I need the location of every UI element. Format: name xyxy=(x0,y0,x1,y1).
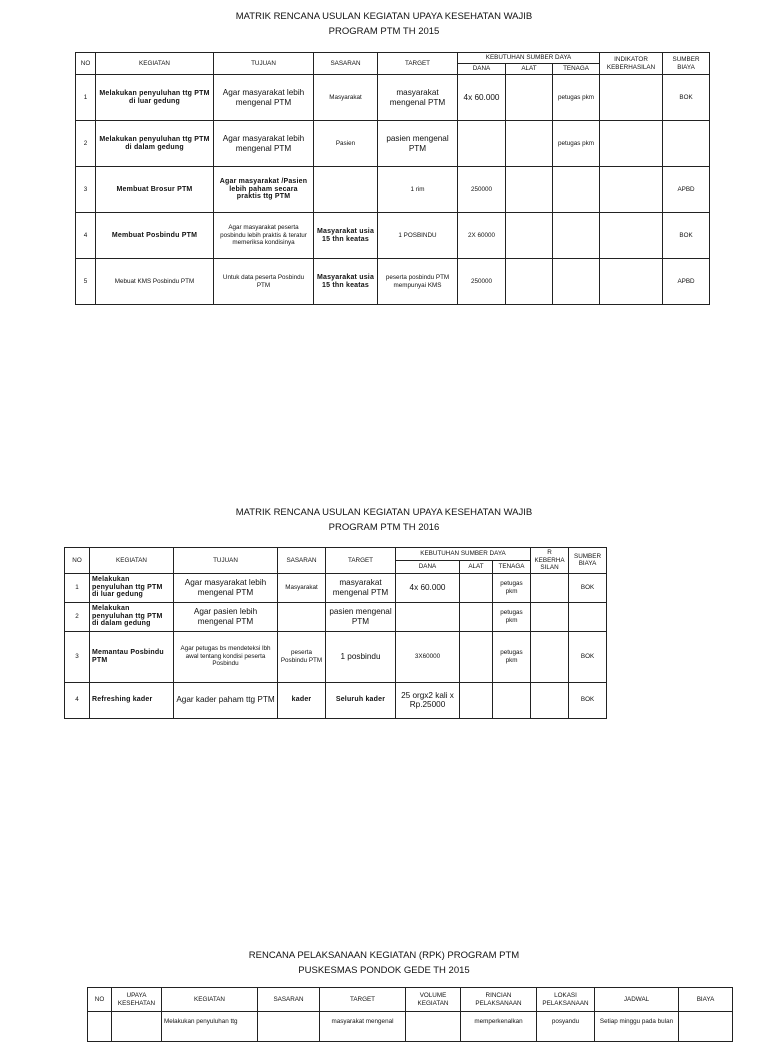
cell-sumber: BOK xyxy=(663,213,710,259)
cell-volume xyxy=(406,1012,461,1042)
header-jadwal: JADWAL xyxy=(595,988,679,1012)
cell-jadwal: Setiap minggu pada bulan xyxy=(595,1012,679,1042)
cell-alat xyxy=(460,682,493,718)
cell-sasaran: Masyarakat xyxy=(278,573,326,602)
cell-sasaran xyxy=(314,167,378,213)
cell-tujuan: Agar masyarakat lebih mengenal PTM xyxy=(214,75,314,121)
cell-tujuan: Agar masyarakat /Pasien lebih paham secara praktis ttg PTM xyxy=(214,167,314,213)
cell-dana: 4x 60.000 xyxy=(458,75,506,121)
header-dana: DANA xyxy=(458,64,506,75)
cell-target: 1 POSBINDU xyxy=(378,213,458,259)
cell-tujuan: Agar masyarakat lebih mengenal PTM xyxy=(214,121,314,167)
cell-target: pasien mengenal PTM xyxy=(326,602,396,631)
header-biaya: BIAYA xyxy=(679,988,733,1012)
cell-no: 4 xyxy=(76,213,96,259)
header-kegiatan: KEGIATAN xyxy=(96,53,214,75)
table-ptm-2015 xyxy=(75,52,710,305)
cell-tenaga xyxy=(553,167,600,213)
table-row xyxy=(65,631,607,682)
cell-sumber: BOK xyxy=(569,631,607,682)
cell-sumber: BOK xyxy=(569,682,607,718)
cell-kegiatan: Melakukan penyuluhan ttg PTM di dalam gedung xyxy=(90,602,174,631)
header-target: TARGET xyxy=(378,53,458,75)
header-target: TARGET xyxy=(320,988,406,1012)
cell-kegiatan: Membuat Posbindu PTM xyxy=(96,213,214,259)
cell-kegiatan: Membuat Brosur PTM xyxy=(96,167,214,213)
cell-tujuan: Untuk data peserta Posbindu PTM xyxy=(214,259,314,305)
cell-tujuan: Agar petugas bs mendeteksi lbh awal tentang kondisi peserta Posbindu xyxy=(174,631,278,682)
table-row xyxy=(76,121,710,167)
table-ptm-2016 xyxy=(64,547,607,719)
cell-no xyxy=(88,1012,112,1042)
table-row xyxy=(76,213,710,259)
header-lokasi: LOKASI PELAKSANAAN xyxy=(537,988,595,1012)
cell-sasaran: peserta Posbindu PTM xyxy=(278,631,326,682)
cell-dana: 25 orgx2 kali x Rp.25000 xyxy=(396,682,460,718)
header-kebutuhan: KEBUTUHAN SUMBER DAYA xyxy=(458,53,600,64)
cell-indikator xyxy=(531,631,569,682)
cell-tujuan: Agar masyarakat lebih mengenal PTM xyxy=(174,573,278,602)
header-kegiatan: KEGIATAN xyxy=(90,548,174,574)
cell-no: 5 xyxy=(76,259,96,305)
cell-tenaga: petugas pkm xyxy=(493,573,531,602)
cell-alat xyxy=(506,213,553,259)
cell-no: 2 xyxy=(76,121,96,167)
header-target: TARGET xyxy=(326,548,396,574)
cell-alat xyxy=(460,631,493,682)
cell-target: pasien mengenal PTM xyxy=(378,121,458,167)
cell-sasaran: Masyarakat xyxy=(314,75,378,121)
cell-biaya xyxy=(679,1012,733,1042)
cell-kegiatan: Melakukan penyuluhan ttg PTM di luar gedung xyxy=(96,75,214,121)
cell-no: 1 xyxy=(76,75,96,121)
cell-alat xyxy=(506,75,553,121)
cell-no: 1 xyxy=(65,573,90,602)
cell-target: peserta posbindu PTM mempunyai KMS xyxy=(378,259,458,305)
header-tujuan: TUJUAN xyxy=(174,548,278,574)
table-row xyxy=(65,682,607,718)
header-alat: ALAT xyxy=(506,64,553,75)
cell-tenaga: petugas pkm xyxy=(493,602,531,631)
cell-indikator xyxy=(531,602,569,631)
header-rincian: RINCIAN PELAKSANAAN xyxy=(461,988,537,1012)
cell-tenaga: petugas pkm xyxy=(553,75,600,121)
table-row xyxy=(76,259,710,305)
cell-tujuan: Agar masyarakat peserta posbindu lebih praktis & teratur memeriksa kondisinya xyxy=(214,213,314,259)
table-rpk-2015 xyxy=(87,987,733,1042)
table-row xyxy=(76,75,710,121)
header-upaya: UPAYA KESEHATAN xyxy=(112,988,162,1012)
cell-indikator xyxy=(600,259,663,305)
cell-sasaran xyxy=(278,602,326,631)
cell-kegiatan: Refreshing kader xyxy=(90,682,174,718)
cell-kegiatan: Mebuat KMS Posbindu PTM xyxy=(96,259,214,305)
cell-indikator xyxy=(531,682,569,718)
cell-indikator xyxy=(600,75,663,121)
header-sasaran: SASARAN xyxy=(258,988,320,1012)
header-dana: DANA xyxy=(396,560,460,573)
cell-target: Seluruh kader xyxy=(326,682,396,718)
table2-subtitle: PROGRAM PTM TH 2016 xyxy=(328,522,440,533)
cell-tenaga: petugas pkm xyxy=(493,631,531,682)
cell-no: 3 xyxy=(65,631,90,682)
cell-sumber: BOK xyxy=(569,573,607,602)
header-tujuan: TUJUAN xyxy=(214,53,314,75)
cell-dana: 4x 60.000 xyxy=(396,573,460,602)
cell-tujuan: Agar pasien lebih mengenal PTM xyxy=(174,602,278,631)
cell-sasaran: kader xyxy=(278,682,326,718)
cell-upaya xyxy=(112,1012,162,1042)
cell-sumber: APBD xyxy=(663,167,710,213)
header-no: NO xyxy=(65,548,90,574)
header-tenaga: TENAGA xyxy=(493,560,531,573)
header-alat: ALAT xyxy=(460,560,493,573)
header-no: NO xyxy=(76,53,96,75)
table-row xyxy=(88,1012,733,1042)
cell-no: 2 xyxy=(65,602,90,631)
header-kebutuhan: KEBUTUHAN SUMBER DAYA xyxy=(396,548,531,561)
cell-alat xyxy=(460,573,493,602)
cell-alat xyxy=(506,121,553,167)
header-sumber: SUMBER BIAYA xyxy=(569,548,607,574)
header-indikator: R KEBERHA SILAN xyxy=(531,548,569,574)
header-sasaran: SASARAN xyxy=(278,548,326,574)
cell-rincian: memperkenalkan xyxy=(461,1012,537,1042)
header-sasaran: SASARAN xyxy=(314,53,378,75)
cell-tenaga xyxy=(553,213,600,259)
cell-sumber: APBD xyxy=(663,259,710,305)
table3-title: RENCANA PELAKSANAAN KEGIATAN (RPK) PROGRAM PTM xyxy=(248,950,520,961)
cell-sasaran xyxy=(258,1012,320,1042)
table1-title: MATRIK RENCANA USULAN KEGIATAN UPAYA KESEHATAN WAJIB xyxy=(235,11,533,22)
cell-dana xyxy=(396,602,460,631)
cell-kegiatan: Melakukan penyuluhan ttg PTM di luar gedung xyxy=(90,573,174,602)
table-row xyxy=(76,167,710,213)
cell-kegiatan: Memantau Posbindu PTM xyxy=(90,631,174,682)
header-kegiatan: KEGIATAN xyxy=(162,988,258,1012)
cell-tenaga: petugas pkm xyxy=(553,121,600,167)
cell-sasaran: Masyarakat usia 15 thn keatas xyxy=(314,259,378,305)
cell-target: masyarakat mengenal PTM xyxy=(326,573,396,602)
cell-tujuan: Agar kader paham ttg PTM xyxy=(174,682,278,718)
cell-lokasi: posyandu xyxy=(537,1012,595,1042)
table-row xyxy=(65,602,607,631)
cell-no: 4 xyxy=(65,682,90,718)
cell-indikator xyxy=(600,213,663,259)
cell-sasaran: Pasien xyxy=(314,121,378,167)
cell-kegiatan: Melakukan penyuluhan ttg PTM di dalam gedung xyxy=(96,121,214,167)
cell-tenaga xyxy=(493,682,531,718)
cell-dana xyxy=(458,121,506,167)
cell-no: 3 xyxy=(76,167,96,213)
cell-dana: 3X60000 xyxy=(396,631,460,682)
cell-target: masyarakat mengenal xyxy=(320,1012,406,1042)
cell-sumber xyxy=(663,121,710,167)
header-sumber: SUMBER BIAYA xyxy=(663,53,710,75)
cell-dana: 250000 xyxy=(458,259,506,305)
cell-dana: 2X 60000 xyxy=(458,213,506,259)
cell-sasaran: Masyarakat usia 15 thn keatas xyxy=(314,213,378,259)
cell-alat xyxy=(506,259,553,305)
table1-subtitle: PROGRAM PTM TH 2015 xyxy=(328,26,440,37)
header-volume: VOLUME KEGIATAN xyxy=(406,988,461,1012)
cell-tenaga xyxy=(553,259,600,305)
cell-indikator xyxy=(531,573,569,602)
cell-target: 1 rim xyxy=(378,167,458,213)
cell-sumber xyxy=(569,602,607,631)
cell-sumber: BOK xyxy=(663,75,710,121)
header-tenaga: TENAGA xyxy=(553,64,600,75)
cell-target: masyarakat mengenal PTM xyxy=(378,75,458,121)
cell-kegiatan: Melakukan penyuluhan ttg xyxy=(162,1012,258,1042)
cell-indikator xyxy=(600,167,663,213)
header-no: NO xyxy=(88,988,112,1012)
cell-alat xyxy=(460,602,493,631)
table2-title: MATRIK RENCANA USULAN KEGIATAN UPAYA KESEHATAN WAJIB xyxy=(235,507,533,518)
cell-indikator xyxy=(600,121,663,167)
cell-dana: 250000 xyxy=(458,167,506,213)
cell-target: 1 posbindu xyxy=(326,631,396,682)
table3-subtitle: PUSKESMAS PONDOK GEDE TH 2015 xyxy=(298,965,470,976)
table-row xyxy=(65,573,607,602)
header-indikator: INDIKATOR KEBERHASILAN xyxy=(600,53,663,75)
cell-alat xyxy=(506,167,553,213)
